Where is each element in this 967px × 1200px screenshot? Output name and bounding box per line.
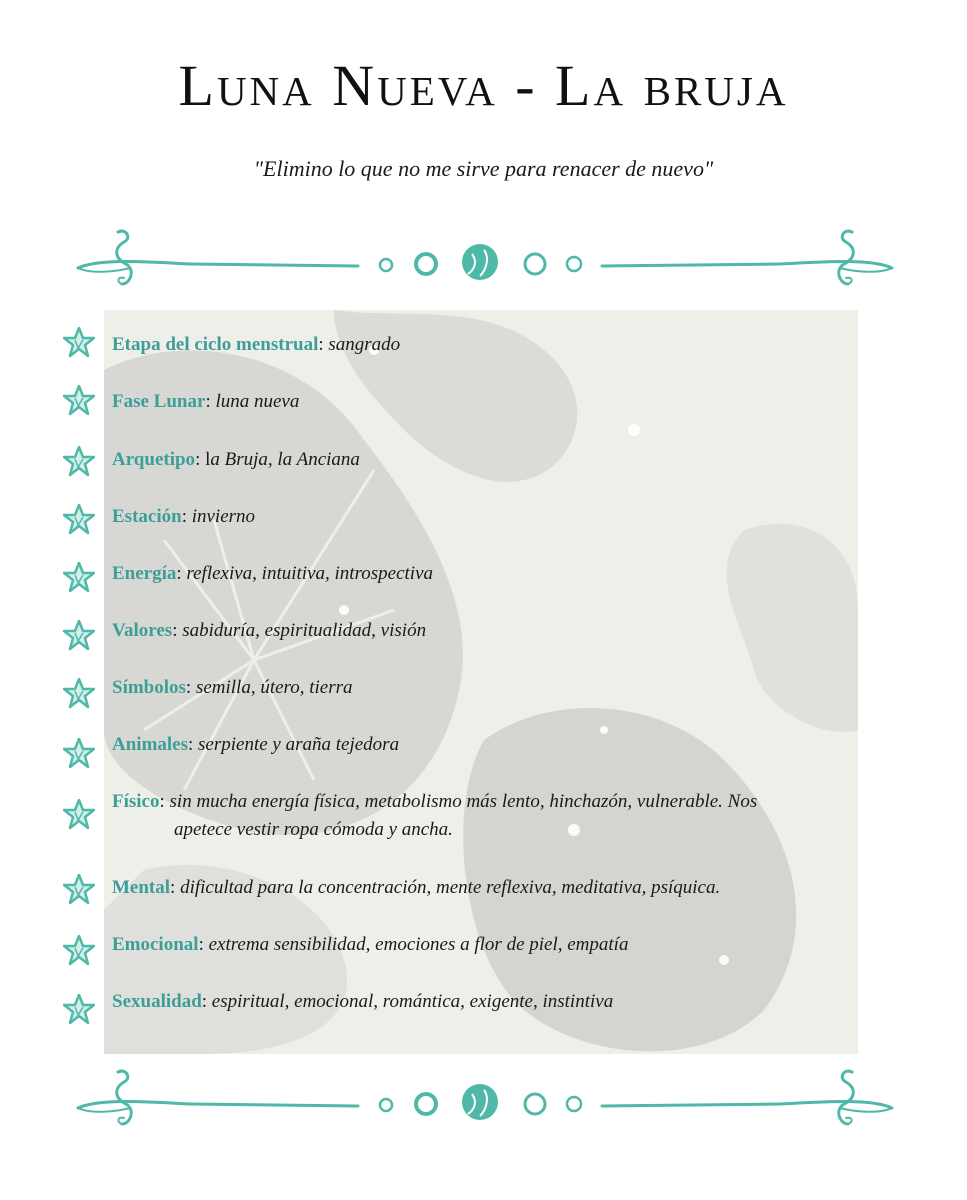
entry-label: Símbolos [112, 677, 186, 698]
star-icon [63, 993, 95, 1025]
entry-value: sabiduría, espiritualidad, visión [182, 620, 427, 641]
entry-estacion [112, 503, 842, 531]
entry-emocional [112, 931, 842, 959]
entry-separator: : [172, 620, 183, 641]
star-icon [63, 561, 95, 593]
entry-label: Mental [112, 877, 171, 898]
entry-label: Fase Lunar [112, 391, 206, 412]
entry-valores [112, 617, 842, 645]
star-icon [63, 737, 95, 769]
entry-separator: : [201, 991, 212, 1012]
entry-separator: : [176, 563, 187, 584]
entry-value: dificultad para la concentración, mente reflexiva, meditativa, psíquica. [180, 877, 721, 898]
star-icon [63, 384, 95, 416]
star-icon [63, 798, 95, 830]
entry-value: extrema sensibilidad, emociones a flor de piel, empatía [208, 934, 629, 955]
entry-separator: : [195, 449, 206, 470]
star-icon [63, 677, 95, 709]
ornamental-divider-bottom [70, 1064, 900, 1144]
entry-simbolos [112, 674, 842, 702]
entry-continuation: apetece vestir ropa cómoda y ancha. [174, 819, 453, 840]
entry-value: a Bruja, la Anciana [210, 449, 360, 470]
entry-label: Estación [112, 506, 182, 527]
star-icon [63, 326, 95, 358]
entry-arquetipo [112, 446, 842, 474]
entry-ciclo-menstrual [112, 331, 842, 359]
entry-value: reflexiva, intuitiva, introspectiva [186, 563, 434, 584]
entry-value: serpiente y araña tejedora [198, 734, 400, 755]
entry-value: sangrado [328, 334, 401, 355]
entry-separator: : [181, 506, 192, 527]
entry-separator: : [170, 877, 181, 898]
entry-mental [112, 874, 842, 902]
entry-separator: : [188, 734, 199, 755]
entry-label: Sexualidad [112, 991, 202, 1012]
entry-prefix: l [205, 449, 211, 470]
ornamental-divider-top [70, 224, 900, 304]
entry-value: espiritual, emocional, romántica, exigente, instintiva [211, 991, 614, 1012]
entry-value: luna nueva [215, 391, 300, 412]
entry-animales [112, 731, 842, 759]
entry-label: Valores [112, 620, 173, 641]
entry-separator: : [159, 791, 170, 812]
entry-value: semilla, útero, tierra [195, 677, 353, 698]
entry-fase-lunar [112, 388, 842, 416]
entry-label: Arquetipo [112, 449, 196, 470]
entry-value: invierno [191, 506, 256, 527]
entry-separator: : [318, 334, 329, 355]
entry-sexualidad [112, 988, 842, 1016]
star-icon [63, 934, 95, 966]
star-icon [63, 445, 95, 477]
entry-separator: : [198, 934, 209, 955]
entry-label: Emocional [112, 934, 199, 955]
entry-energia [112, 560, 842, 588]
entry-label: Etapa del ciclo menstrual [112, 334, 319, 355]
entry-label: Físico [112, 791, 160, 812]
entry-separator: : [205, 391, 216, 412]
star-icon [63, 619, 95, 651]
entry-label: Energía [112, 563, 177, 584]
star-icon [63, 503, 95, 535]
page-subtitle: "Elimino lo que no me sirve para renacer de nuevo" [253, 156, 714, 181]
page-title: Luna Nueva - La bruja [178, 53, 789, 118]
entry-label: Animales [112, 734, 188, 755]
star-icon [63, 873, 95, 905]
entry-value: sin mucha energía física, metabolismo más lento, hinchazón, vulnerable. Nos [169, 791, 758, 812]
entry-separator: : [185, 677, 196, 698]
entry-fisico [112, 788, 842, 844]
